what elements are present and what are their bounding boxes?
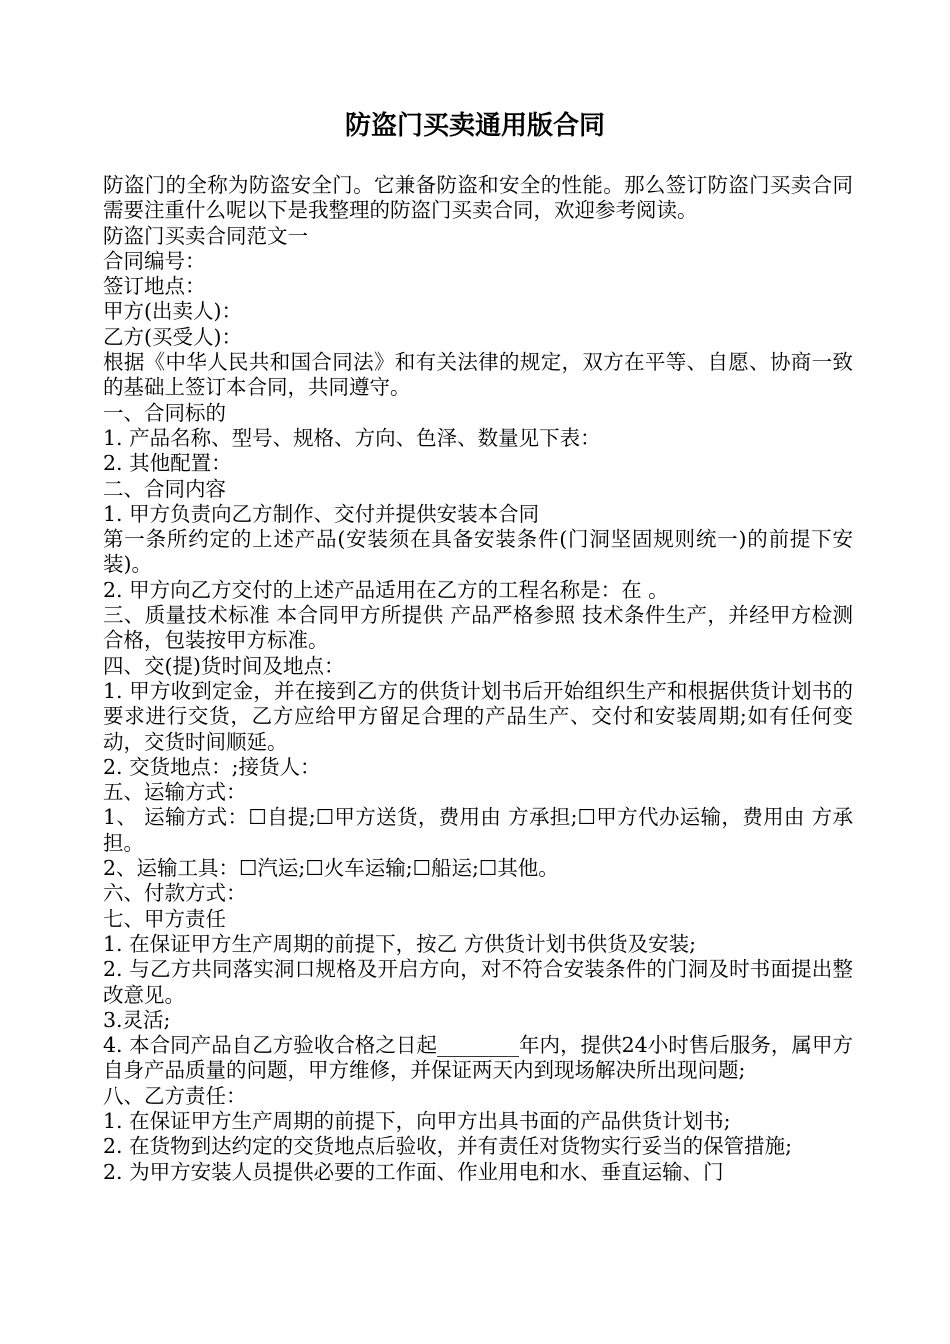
paragraph: 1. 在保证甲方生产周期的前提下，按乙 方供货计划书供货及安装; [103,931,696,956]
paragraph: 五、运输方式： [103,780,247,805]
paragraph: 1. 产品名称、型号、规格、方向、色泽、数量见下表： [103,425,601,450]
paragraph: 二、合同内容 [103,476,226,501]
paragraph: 防盗门的全称为防盗安全门。它兼备防盗和安全的性能。那么签订防盗门买卖合同需要注重什么呢以下是我整理的防盗门买卖合同，欢迎参考阅读。 [103,173,853,223]
paragraph: 八、乙方责任： [103,1083,247,1108]
paragraph: 3.灵活; [103,1007,171,1032]
paragraph: 甲方(出卖人)： [103,299,242,324]
document-title: 防盗门买卖通用版合同 [344,111,605,141]
paragraph: 2. 交货地点：;接货人： [103,754,321,779]
paragraph: 2. 在货物到达约定的交货地点后验收，并有责任对货物实行妥当的保管措施; [103,1134,792,1159]
paragraph: 七、甲方责任 [103,906,226,931]
paragraph: 六、付款方式： [103,881,247,906]
paragraph: 一、合同标的 [103,400,226,425]
paragraph: 2. 其他配置： [103,451,232,476]
paragraph: 三、质量技术标准 本合同甲方所提供 产品严格参照 技术条件生产，并经甲方检测合格，包装按甲方标准。 [103,603,853,653]
paragraph: 签订地点： [103,274,206,299]
paragraph: 乙方(买受人)： [103,324,242,349]
paragraph: 1、 运输方式：☐自提;☐甲方送货，费用由 方承担;☐甲方代办运输，费用由 方承担。 [103,805,853,855]
paragraph: 四、交(提)货时间及地点： [103,653,345,678]
paragraph: 1. 甲方收到定金，并在接到乙方的供货计划书后开始组织生产和根据供货计划书的要求进行交货，乙方应给甲方留足合理的产品生产、交付和安装周期;如有任何变动，交货时间顺延。 [103,678,853,754]
paragraph: 第一条所约定的上述产品(安装须在具备安装条件(门洞坚固规则统一)的前提下安装)。 [103,527,853,577]
paragraph: 2、运输工具：☐汽运;☐火车运输;☐船运;☐其他。 [103,856,559,881]
paragraph: 2. 为甲方安装人员提供必要的工作面、作业用电和水、垂直运输、门 [103,1159,724,1184]
paragraph: 4. 本合同产品自乙方验收合格之日起________年内，提供24小时售后服务，属甲方自身产品质量的问题，甲方维修，并保证两天内到现场解决所出现问题; [103,1033,853,1083]
paragraph: 1. 在保证甲方生产周期的前提下，向甲方出具书面的产品供货计划书; [103,1108,731,1133]
document-body [103,173,853,1185]
paragraph: 合同编号： [103,248,206,273]
paragraph: 1. 甲方负责向乙方制作、交付并提供安装本合同 [103,501,540,526]
paragraph: 根据《中华人民共和国合同法》和有关法律的规定，双方在平等、自愿、协商一致的基础上签订本合同，共同遵守。 [103,350,853,400]
paragraph: 2. 与乙方共同落实洞口规格及开启方向，对不符合安装条件的门洞及时书面提出整改意见。 [103,957,853,1007]
paragraph: 2. 甲方向乙方交付的上述产品适用在乙方的工程名称是：在 。 [103,577,669,602]
paragraph: 防盗门买卖合同范文一 [103,223,308,248]
